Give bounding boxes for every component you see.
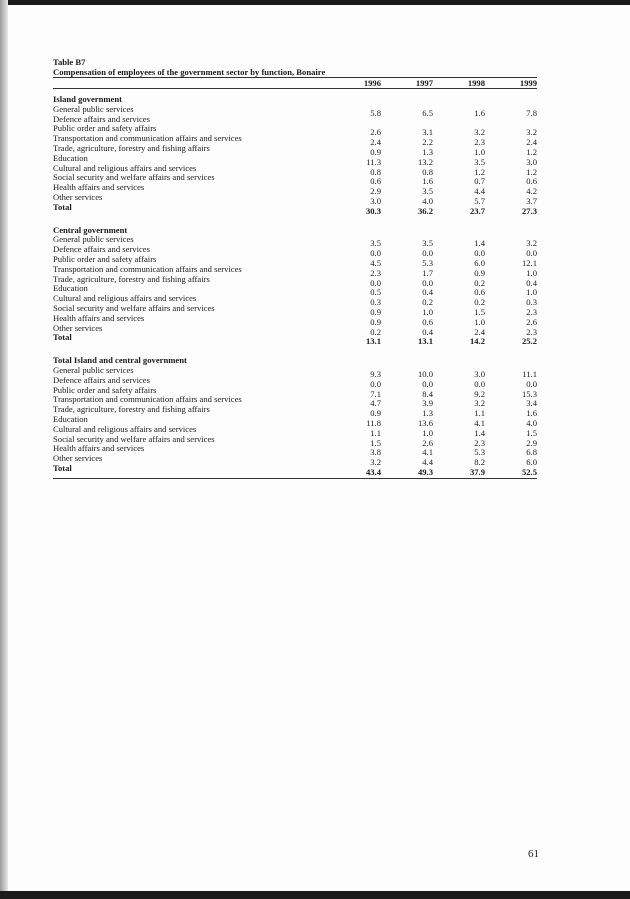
value-cell: 3.0 <box>370 195 381 206</box>
value-cell: 3.0 <box>526 156 537 167</box>
row-label: Transportation and communication affairs and services <box>53 394 242 405</box>
header-rule <box>53 88 537 89</box>
value-cell: 3.2 <box>474 398 485 409</box>
value-cell: 3.1 <box>422 127 433 138</box>
value-cell: 2.4 <box>526 137 537 148</box>
row-label: Transportation and communication affairs and services <box>53 263 242 274</box>
value-cell: 3.8 <box>370 447 381 458</box>
value-cell: 11.3 <box>366 156 381 167</box>
value-cell: 25.2 <box>521 336 537 347</box>
value-cell: 2.3 <box>526 306 537 317</box>
value-cell: 3.2 <box>526 238 537 249</box>
value-cell: 4.1 <box>474 417 485 428</box>
bottom-rule <box>53 478 537 479</box>
value-cell: 1.0 <box>422 427 433 438</box>
value-cell: 5.7 <box>474 195 485 206</box>
value-cell: 2.9 <box>526 437 537 448</box>
row-label: Cultural and religious affairs and services <box>53 293 197 304</box>
table-row <box>53 364 537 379</box>
value-cell: 3.5 <box>422 238 433 249</box>
value-cell: 0.6 <box>474 287 485 298</box>
row-label: Trade, agriculture, forestry and fishing affairs <box>53 142 210 153</box>
value-cell: 0.8 <box>370 166 381 177</box>
value-cell: 0.9 <box>474 267 485 278</box>
value-cell: 4.2 <box>526 186 537 197</box>
row-label: General public services <box>53 103 134 114</box>
value-cell: 0.0 <box>422 378 433 389</box>
table-section <box>53 224 537 347</box>
value-cell: 3.5 <box>370 238 381 249</box>
value-cell: 5.3 <box>474 447 485 458</box>
value-cell: 1.2 <box>526 146 537 157</box>
value-cell: 11.1 <box>522 368 537 379</box>
table-title: Compensation of employees of the government sector by function, Bonaire <box>53 67 326 77</box>
value-cell: 1.6 <box>474 107 485 118</box>
value-cell: 3.7 <box>526 195 537 206</box>
table-section <box>53 94 537 216</box>
value-cell: 15.3 <box>521 388 537 399</box>
value-cell <box>329 118 381 128</box>
value-cell: 4.4 <box>422 457 433 468</box>
value-cell: 36.2 <box>417 205 433 216</box>
section-title: Total Island and central government <box>53 355 187 366</box>
row-label: Public order and safety affairs <box>53 123 157 134</box>
value-cell: 0.2 <box>474 297 485 308</box>
value-cell: 3.2 <box>526 127 537 138</box>
value-cell: 2.6 <box>370 127 381 138</box>
row-label: General public services <box>53 234 134 245</box>
row-label: Defence affairs and services <box>53 113 150 124</box>
value-cell: 1.4 <box>474 238 485 249</box>
value-cell: 1.0 <box>526 287 537 298</box>
row-label: Other services <box>53 453 103 464</box>
row-label: Public order and safety affairs <box>53 384 157 395</box>
table-row <box>53 103 537 118</box>
row-label: Defence affairs and services <box>53 374 150 385</box>
value-cell: 0.2 <box>422 297 433 308</box>
row-label: Trade, agriculture, forestry and fishing affairs <box>53 404 210 415</box>
value-cell: 0.4 <box>422 287 433 298</box>
value-cell: 7.1 <box>370 388 381 399</box>
value-cell: 1.3 <box>422 408 433 419</box>
value-cell: 1.7 <box>422 267 433 278</box>
value-cell: 6.0 <box>474 257 485 268</box>
value-cell: 0.6 <box>422 316 433 327</box>
value-cell: 0.3 <box>370 297 381 308</box>
value-cell: 2.3 <box>526 326 537 337</box>
value-cell: 1.2 <box>526 166 537 177</box>
value-cell: 13.2 <box>417 156 433 167</box>
row-label: Social security and welfare affairs and services <box>53 433 215 444</box>
value-cell: 1.4 <box>474 427 485 438</box>
scan-left-edge <box>0 0 8 899</box>
value-cell: 0.3 <box>526 297 537 308</box>
row-label: Defence affairs and services <box>53 244 150 255</box>
header-label-spacer <box>53 78 329 88</box>
value-cell: 43.4 <box>365 466 381 477</box>
row-label: Trade, agriculture, forestry and fishing affairs <box>53 273 210 284</box>
value-cell <box>485 118 537 128</box>
section-title: Central government <box>53 224 128 235</box>
value-cell: 0.9 <box>370 408 381 419</box>
value-cell: 9.3 <box>370 368 381 379</box>
value-cell: 3.9 <box>422 398 433 409</box>
row-label: Health affairs and services <box>53 182 145 193</box>
value-cell: 0.0 <box>526 248 537 259</box>
value-cell: 23.7 <box>469 205 485 216</box>
value-cell: 13.1 <box>365 336 381 347</box>
value-cell: 37.9 <box>469 466 485 477</box>
value-cell: 0.4 <box>422 326 433 337</box>
value-cell: 1.0 <box>422 306 433 317</box>
value-cell: 9.2 <box>474 388 485 399</box>
page-number: 61 <box>528 848 539 860</box>
value-cell: 1.0 <box>474 316 485 327</box>
table-row <box>53 234 537 249</box>
header-row <box>53 78 537 88</box>
value-cell <box>433 118 485 128</box>
value-cell: 2.3 <box>370 267 381 278</box>
value-cell: 3.5 <box>474 156 485 167</box>
value-cell: 4.4 <box>474 186 485 197</box>
value-cell: 0.6 <box>370 176 381 187</box>
row-label: Social security and welfare affairs and services <box>53 302 215 313</box>
value-cell: 8.4 <box>422 388 433 399</box>
table-section <box>53 355 537 477</box>
value-cell: 2.4 <box>474 326 485 337</box>
value-cell <box>381 118 433 128</box>
value-cell: 0.0 <box>474 248 485 259</box>
scan-top-edge <box>0 0 630 5</box>
value-cell: 1.2 <box>474 166 485 177</box>
value-cell: 2.4 <box>370 137 381 148</box>
value-cell: 0.4 <box>526 277 537 288</box>
value-cell: 49.3 <box>417 466 433 477</box>
value-cell: 1.0 <box>526 267 537 278</box>
value-cell: 3.2 <box>370 457 381 468</box>
row-label: Education <box>53 152 88 163</box>
value-cell: 2.6 <box>422 437 433 448</box>
value-cell: 1.3 <box>422 146 433 157</box>
value-cell: 6.8 <box>526 447 537 458</box>
value-cell: 0.8 <box>422 166 433 177</box>
value-cell: 0.6 <box>526 176 537 187</box>
value-cell: 1.5 <box>474 306 485 317</box>
row-label: Education <box>53 413 88 424</box>
value-cell: 0.2 <box>474 277 485 288</box>
year-header: 1996 <box>363 78 381 88</box>
year-header: 1999 <box>519 78 537 88</box>
value-cell: 3.5 <box>422 186 433 197</box>
value-cell: 0.9 <box>370 306 381 317</box>
value-cell: 3.0 <box>474 368 485 379</box>
value-cell: 1.5 <box>526 427 537 438</box>
table-body <box>53 94 537 477</box>
value-cell: 13.6 <box>417 417 433 428</box>
value-cell: 0.0 <box>526 378 537 389</box>
value-cell: 6.5 <box>422 107 433 118</box>
value-cell: 4.5 <box>370 257 381 268</box>
value-cell: 6.0 <box>526 457 537 468</box>
value-cell: 0.5 <box>370 287 381 298</box>
value-cell: 0.0 <box>370 378 381 389</box>
row-label: Total <box>53 332 72 343</box>
value-cell: 2.6 <box>526 316 537 327</box>
value-cell: 3.2 <box>474 127 485 138</box>
value-cell: 2.3 <box>474 437 485 448</box>
value-cell: 1.1 <box>370 427 381 438</box>
value-cell: 4.7 <box>370 398 381 409</box>
value-cell: 27.3 <box>521 205 537 216</box>
value-cell: 2.3 <box>474 137 485 148</box>
value-cell: 12.1 <box>521 257 537 268</box>
row-label: General public services <box>53 364 134 375</box>
row-label: Other services <box>53 191 103 202</box>
table-b7 <box>53 57 537 479</box>
value-cell: 1.6 <box>422 176 433 187</box>
value-cell: 7.8 <box>526 107 537 118</box>
value-cell: 0.0 <box>422 277 433 288</box>
value-cell: 52.5 <box>521 466 537 477</box>
value-cell: 1.6 <box>526 408 537 419</box>
scan-bottom-edge <box>0 891 630 899</box>
row-label: Education <box>53 283 88 294</box>
value-cell: 4.0 <box>422 195 433 206</box>
value-cell: 5.3 <box>422 257 433 268</box>
value-cell: 5.8 <box>370 107 381 118</box>
value-cell: 1.1 <box>474 408 485 419</box>
value-cell: 11.8 <box>366 417 381 428</box>
value-cell: 0.9 <box>370 316 381 327</box>
value-cell: 0.0 <box>422 248 433 259</box>
row-label: Cultural and religious affairs and services <box>53 423 197 434</box>
value-cell: 4.1 <box>422 447 433 458</box>
row-label: Other services <box>53 322 103 333</box>
value-cell: 4.0 <box>526 417 537 428</box>
value-cell: 14.2 <box>469 336 485 347</box>
value-cell: 2.9 <box>370 186 381 197</box>
value-cell: 10.0 <box>417 368 433 379</box>
value-cell: 3.4 <box>526 398 537 409</box>
row-label: Health affairs and services <box>53 312 145 323</box>
value-cell: 0.7 <box>474 176 485 187</box>
value-cell: 0.0 <box>370 248 381 259</box>
table-number: Table B7 <box>53 57 86 67</box>
value-cell: 8.2 <box>474 457 485 468</box>
row-label: Social security and welfare affairs and services <box>53 172 215 183</box>
value-cell: 30.3 <box>365 205 381 216</box>
row-label: Total <box>53 462 72 473</box>
value-cell: 0.0 <box>474 378 485 389</box>
value-cell: 0.0 <box>370 277 381 288</box>
row-label: Cultural and religious affairs and services <box>53 162 197 173</box>
value-cell: 1.0 <box>474 146 485 157</box>
section-title: Island government <box>53 94 122 104</box>
row-label: Transportation and communication affairs and services <box>53 133 242 144</box>
value-cell: 13.1 <box>417 336 433 347</box>
row-label: Public order and safety affairs <box>53 253 157 264</box>
value-cell: 1.5 <box>370 437 381 448</box>
value-cell: 0.2 <box>370 326 381 337</box>
row-label: Health affairs and services <box>53 443 145 454</box>
value-cell: 0.9 <box>370 146 381 157</box>
row-label: Total <box>53 201 72 212</box>
value-cell: 2.2 <box>422 137 433 148</box>
year-header: 1997 <box>415 78 433 88</box>
year-header: 1998 <box>467 78 485 88</box>
